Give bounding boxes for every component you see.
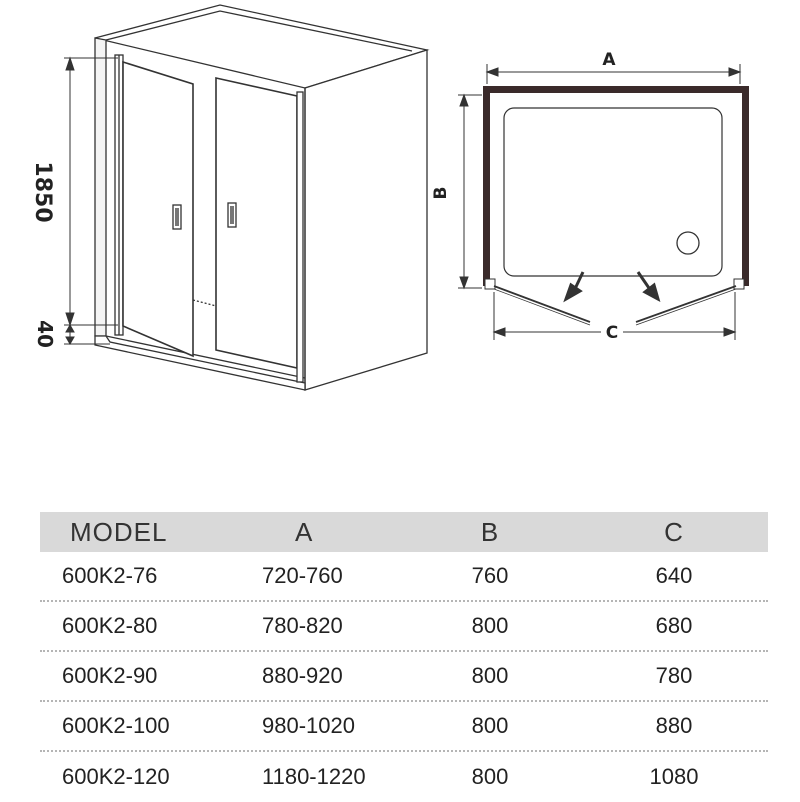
drain-icon xyxy=(677,232,699,254)
cell-c: 640 xyxy=(655,563,693,588)
plan-view xyxy=(483,86,749,325)
header-a: A xyxy=(295,516,314,547)
left-door-panel xyxy=(123,62,193,356)
cell-c: 880 xyxy=(655,713,693,738)
dimension-label-b: B xyxy=(431,186,451,200)
cell-b: 800 xyxy=(471,613,509,638)
table-row xyxy=(40,552,768,602)
enclosure-left-wall xyxy=(95,38,106,336)
cell-b: 760 xyxy=(471,563,509,588)
cell-model: 600K2-90 xyxy=(62,663,158,688)
table-row xyxy=(40,752,768,802)
cell-model: 600K2-120 xyxy=(62,764,170,789)
cell-b: 800 xyxy=(471,663,509,688)
cell-b: 800 xyxy=(471,713,509,738)
cell-a: 780-820 xyxy=(262,613,343,638)
cell-c: 780 xyxy=(655,663,693,688)
height-dimensions xyxy=(64,58,118,344)
enclosure-right-wall xyxy=(305,50,427,390)
height-label-1850: 1850 xyxy=(30,161,55,223)
table-row xyxy=(40,652,768,702)
cell-a: 1180-1220 xyxy=(262,764,366,789)
spec-table xyxy=(40,512,768,802)
cell-a: 720-760 xyxy=(262,563,343,588)
header-c: C xyxy=(664,516,684,547)
cell-model: 600K2-100 xyxy=(62,713,170,738)
cell-c: 1080 xyxy=(649,764,699,789)
dimension-label-a: A xyxy=(602,50,616,70)
cell-model: 600K2-76 xyxy=(62,563,158,588)
perspective-view xyxy=(95,5,427,390)
table-row xyxy=(40,602,768,652)
cell-a: 980-1020 xyxy=(262,713,355,738)
cell-model: 600K2-80 xyxy=(62,613,158,638)
table-header xyxy=(40,512,768,552)
right-hinge-post xyxy=(297,92,303,382)
dimension-label-c: C xyxy=(605,323,619,343)
header-model: MODEL xyxy=(70,516,168,547)
height-label-40: 40 xyxy=(33,320,57,348)
cell-c: 680 xyxy=(655,613,693,638)
cell-a: 880-920 xyxy=(262,663,343,688)
cell-b: 800 xyxy=(471,764,509,789)
table-row xyxy=(40,702,768,752)
header-b: B xyxy=(480,516,500,547)
